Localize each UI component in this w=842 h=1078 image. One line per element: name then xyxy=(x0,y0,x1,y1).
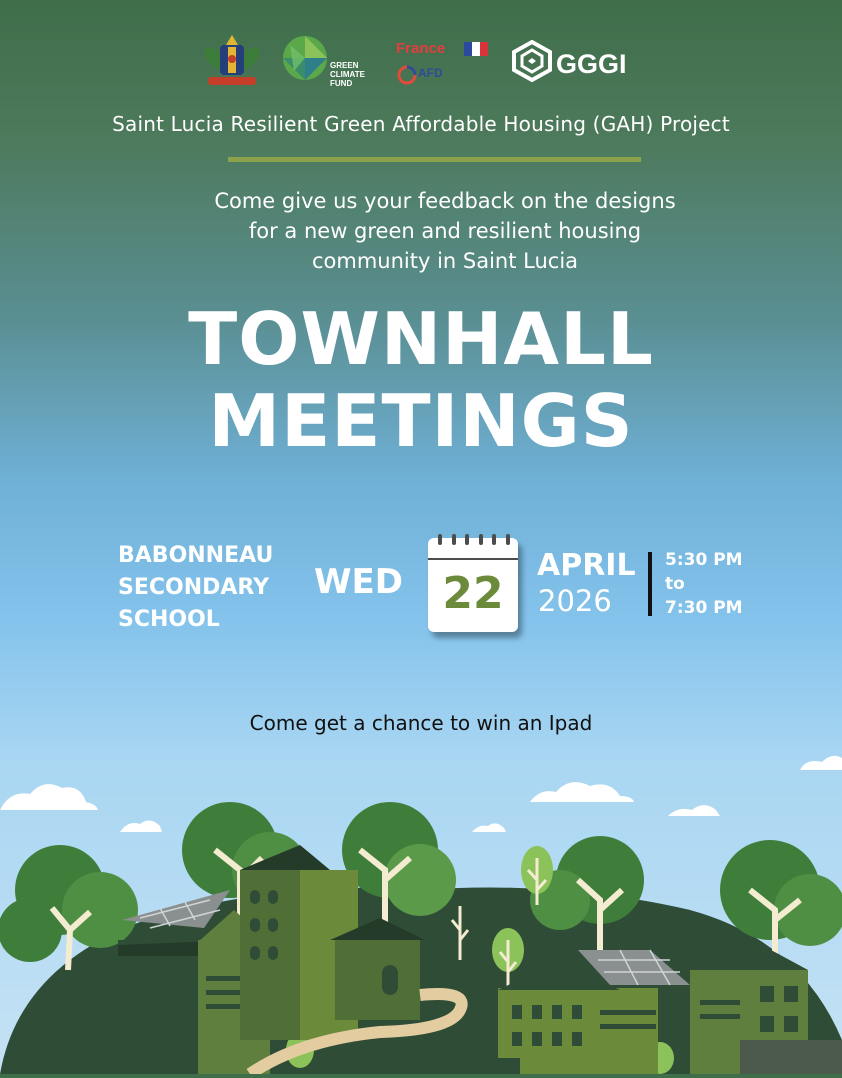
venue-line2: SECONDARY xyxy=(118,575,270,600)
headline-line1: TOWNHALL xyxy=(188,297,654,381)
date-day: 22 xyxy=(442,568,504,619)
france-afd-logo xyxy=(396,40,492,88)
gggi-logo xyxy=(512,40,642,86)
calendar-icon xyxy=(428,538,518,632)
time-divider xyxy=(648,552,652,616)
gggi-cube-icon xyxy=(512,40,552,82)
venue xyxy=(118,540,298,636)
intro-line3: community in Saint Lucia xyxy=(311,249,579,273)
month: APRIL xyxy=(537,548,636,583)
venue-line1: BABONNEAU xyxy=(118,543,274,568)
time-end: 7:30 PM xyxy=(665,598,743,618)
gcf-line1: GREEN xyxy=(330,61,359,70)
afd-ring-icon xyxy=(396,64,418,86)
saint-lucia-crest-logo xyxy=(200,33,264,91)
calendar-ring xyxy=(452,534,456,545)
afd-label: AFD xyxy=(418,66,443,80)
year: 2026 xyxy=(538,584,612,618)
time-start: 5:30 PM xyxy=(665,550,743,570)
france-flag-icon xyxy=(464,42,488,56)
france-label: France xyxy=(396,40,446,57)
intro-line2: for a new green and resilient housing xyxy=(248,219,642,243)
calendar-ring xyxy=(492,534,496,545)
gcf-line3: FUND xyxy=(330,79,353,88)
time-range xyxy=(665,548,743,620)
title-divider xyxy=(228,157,641,162)
village-illustration xyxy=(0,740,842,1074)
weekday: WED xyxy=(314,562,403,602)
project-title: Saint Lucia Resilient Green Affordable Housing (GAH) Project xyxy=(112,112,730,136)
calendar-ring xyxy=(465,534,469,545)
time-separator: to xyxy=(665,574,685,594)
venue-line3: SCHOOL xyxy=(118,607,220,632)
gggi-label: GGGI xyxy=(556,49,627,79)
headline-line2: MEETINGS xyxy=(208,379,634,463)
green-climate-fund-logo xyxy=(282,35,374,91)
intro-text xyxy=(150,186,740,276)
prize-text: Come get a chance to win an Ipad xyxy=(249,711,593,735)
calendar-header xyxy=(428,538,518,560)
intro-line1: Come give us your feedback on the designs xyxy=(214,189,676,213)
gcf-line2: CLIMATE xyxy=(330,70,365,79)
calendar-ring xyxy=(438,534,442,545)
calendar-ring xyxy=(479,534,483,545)
headline xyxy=(0,298,842,462)
calendar-ring xyxy=(506,534,510,545)
